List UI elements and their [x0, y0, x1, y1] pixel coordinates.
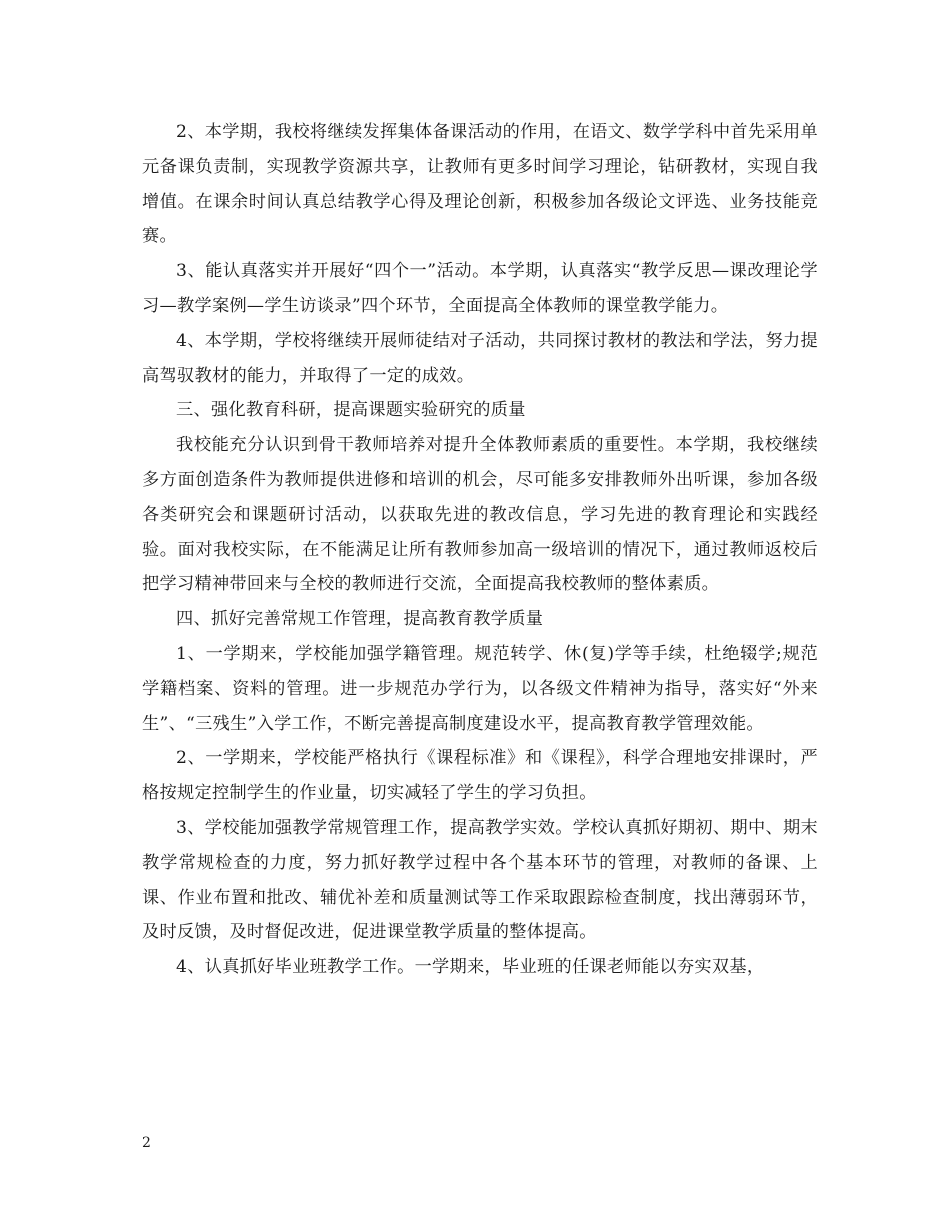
paragraph-four-ones-activity: 3、能认真落实并开展好“四个一”活动。本学期，认真落实“教学反思—课改理论学习—教学案例—学生访谈录”四个环节，全面提高全体教师的课堂教学能力。	[142, 261, 818, 316]
paragraph-curriculum-standards: 2、一学期来，学校能严格执行《课程标准》和《课程》，科学合理地安排课时，严格按规定控制学生的作业量，切实减轻了学生的学习负担。	[142, 748, 818, 804]
section-heading-research: 三、强化教育科研，提高课题实验研究的质量	[176, 400, 526, 421]
page-number: 2	[142, 1135, 151, 1151]
paragraph-enrollment-management: 1、一学期来，学校能加强学籍管理。规范转学、休(复)学等手续，杜绝辍学;规范学籍档案、资料的管理。进一步规范办学行为，以各级文件精神为指导，落实好“外来生”、“三残生”入学工作，不断完善提高制度建设水平，提高教育教学管理效能。	[142, 643, 818, 734]
paragraph-mentor-pairing: 4、本学期，学校将继续开展师徒结对子活动，共同探讨教材的教法和学法，努力提高驾驭教材的能力，并取得了一定的成效。	[142, 330, 818, 386]
document-body	[142, 115, 818, 985]
paragraph-graduating-class: 4、认真抓好毕业班教学工作。一学期来，毕业班的任课老师能以夯实双基，	[176, 957, 765, 978]
paragraph-collective-lesson-prep: 2、本学期，我校将继续发挥集体备课活动的作用，在语文、数学学科中首先采用单元备课负责制，实现教学资源共享，让教师有更多时间学习理论，钻研教材，实现自我增值。在课余时间认真总结教学心得及理论创新，积极参加各级论文评选、业务技能竞赛。	[142, 122, 818, 247]
paragraph-teaching-routine: 3、学校能加强教学常规管理工作，提高教学实效。学校认真抓好期初、期中、期末教学常规检查的力度，努力抓好教学过程中各个基本环节的管理，对教师的备课、上课、作业布置和批改、辅优补差和质量测试等工作采取跟踪检查制度，找出薄弱环节，及时反馈，及时督促改进，促进课堂教学质量的整体提高。	[142, 817, 818, 943]
section-heading-routine-management: 四、抓好完善常规工作管理，提高教育教学质量	[176, 609, 544, 630]
paragraph-teacher-training: 我校能充分认识到骨干教师培养对提升全体教师素质的重要性。本学期，我校继续多方面创造条件为教师提供进修和培训的机会，尽可能多安排教师外出听课，参加各级各类研究会和课题研讨活动，以获取先进的教改信息，学习先进的教育理论和实践经验。面对我校实际，在不能满足让所有教师参加高一级培训的情况下，通过教师返校后把学习精神带回来与全校的教师进行交流，全面提高我校教师的整体素质。	[142, 435, 818, 595]
